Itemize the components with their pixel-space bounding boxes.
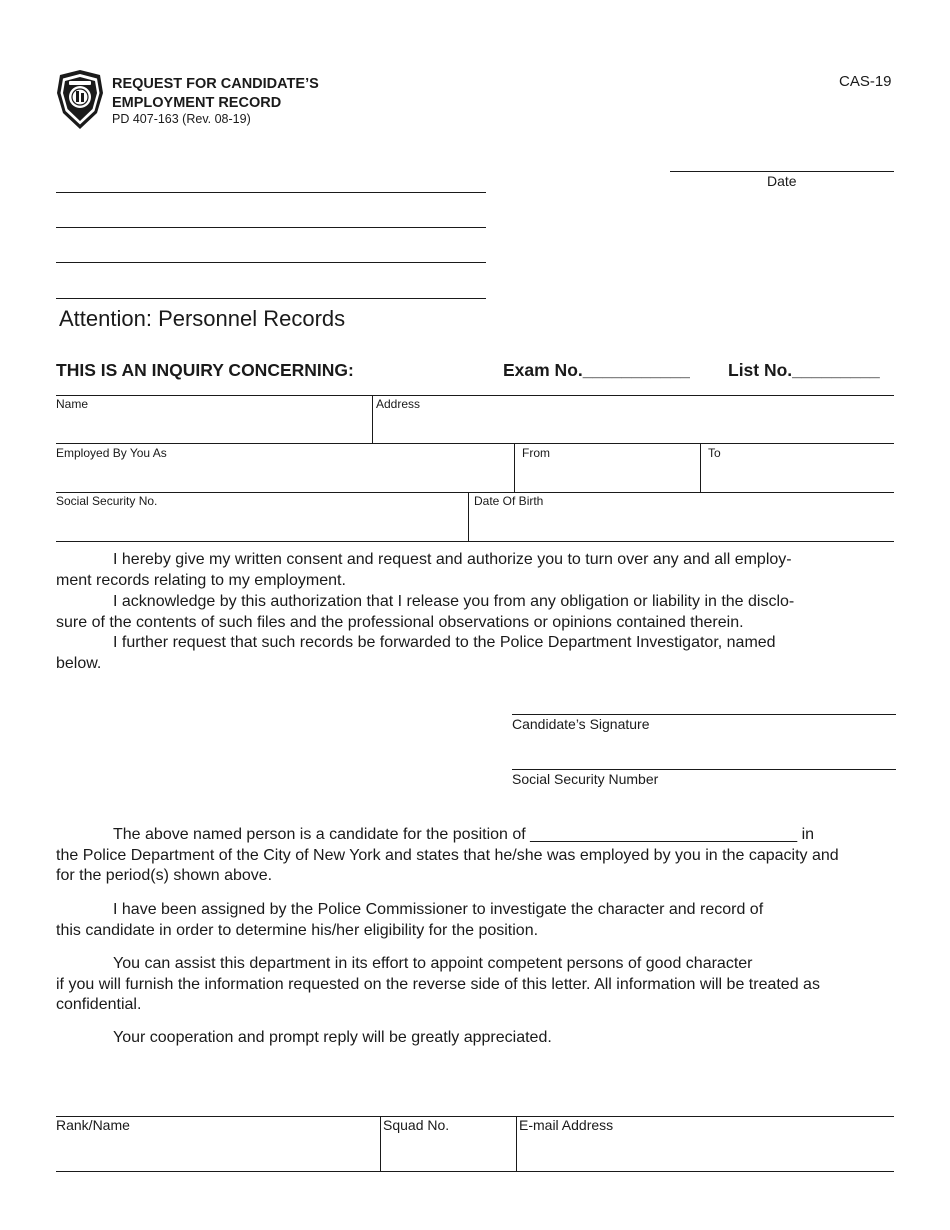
position-field[interactable]: ______________________________ [530, 826, 798, 843]
candidate-signature-label: Candidate’s Signature [512, 716, 650, 732]
footer-bottom-line [56, 1171, 894, 1172]
recipient-address-line-2[interactable] [56, 227, 486, 228]
employed-as-field[interactable]: Employed By You As [56, 446, 167, 460]
body-paragraph-4: Your cooperation and prompt reply will be greatly appreciated. [113, 1029, 552, 1046]
candidate-signature-line[interactable] [512, 714, 896, 715]
date-line[interactable] [670, 171, 894, 172]
grid-divider [468, 492, 469, 541]
signature-ssn-label: Social Security Number [512, 771, 659, 787]
form-number: PD 407-163 (Rev. 08-19) [112, 112, 251, 126]
footer-divider [516, 1116, 517, 1172]
date-label: Date [767, 173, 797, 189]
squad-number-field[interactable]: Squad No. [383, 1117, 450, 1133]
consent-paragraph-2: I acknowledge by this authorization that I release you from any obligation or liability in the disclo- sure of the contents of such files and the professional observations or opinions contained therein. [56, 593, 795, 631]
body-paragraph-2: I have been assigned by the Police Commissioner to investigate the character and record of this candidate in order to determine his/her eligibility for the position. [56, 901, 764, 939]
grid-row-line-1 [56, 443, 894, 444]
consent-paragraph-3: I further request that such records be forwarded to the Police Department Investigator, named below. [56, 634, 776, 672]
grid-bottom-line [56, 541, 894, 542]
to-field[interactable]: To [708, 446, 721, 460]
ssn-field[interactable]: Social Security No. [56, 494, 158, 508]
recipient-address-line-3[interactable] [56, 262, 486, 263]
list-number-field[interactable]: List No._________ [728, 360, 880, 380]
exam-number-field[interactable]: Exam No.___________ [503, 360, 690, 380]
rank-name-field[interactable]: Rank/Name [56, 1117, 130, 1133]
grid-divider [514, 443, 515, 492]
name-field[interactable]: Name [56, 397, 89, 411]
body-paragraph-3: You can assist this department in its effort to appoint competent persons of good character if you will furnish the information requested on the reverse side of this letter. All information will be treated as confidential. [56, 955, 820, 1013]
inquiry-heading: THIS IS AN INQUIRY CONCERNING: [56, 360, 354, 380]
grid-divider [372, 395, 373, 443]
consent-paragraph-1: I hereby give my written consent and request and authorize you to turn over any and all employ- ment records relating to my employment. [56, 551, 792, 589]
attention-line: Attention: Personnel Records [59, 306, 346, 331]
from-field[interactable]: From [522, 446, 550, 460]
grid-row-line-2 [56, 492, 894, 493]
recipient-address-line-1[interactable] [56, 192, 486, 193]
address-field[interactable]: Address [376, 397, 421, 411]
grid-divider [700, 443, 701, 492]
footer-top-line [56, 1116, 894, 1117]
signature-ssn-line[interactable] [512, 769, 896, 770]
form-title-line-2: EMPLOYMENT RECORD [112, 95, 282, 111]
grid-top-line [56, 395, 894, 396]
form-code: CAS-19 [839, 73, 892, 90]
email-address-field[interactable]: E-mail Address [519, 1117, 614, 1133]
form-title-line-1: REQUEST FOR CANDIDATE’S [112, 76, 319, 92]
date-of-birth-field[interactable]: Date Of Birth [474, 494, 544, 508]
footer-divider [380, 1116, 381, 1172]
police-department-seal-icon [55, 69, 105, 131]
recipient-address-line-4[interactable] [56, 298, 486, 299]
body-paragraph-1: The above named person is a candidate for the position of ______________________________ in the Police Department of the City of New York and states that he/she was employed by you in the capacity and for the period(s) shown above. [56, 826, 839, 884]
